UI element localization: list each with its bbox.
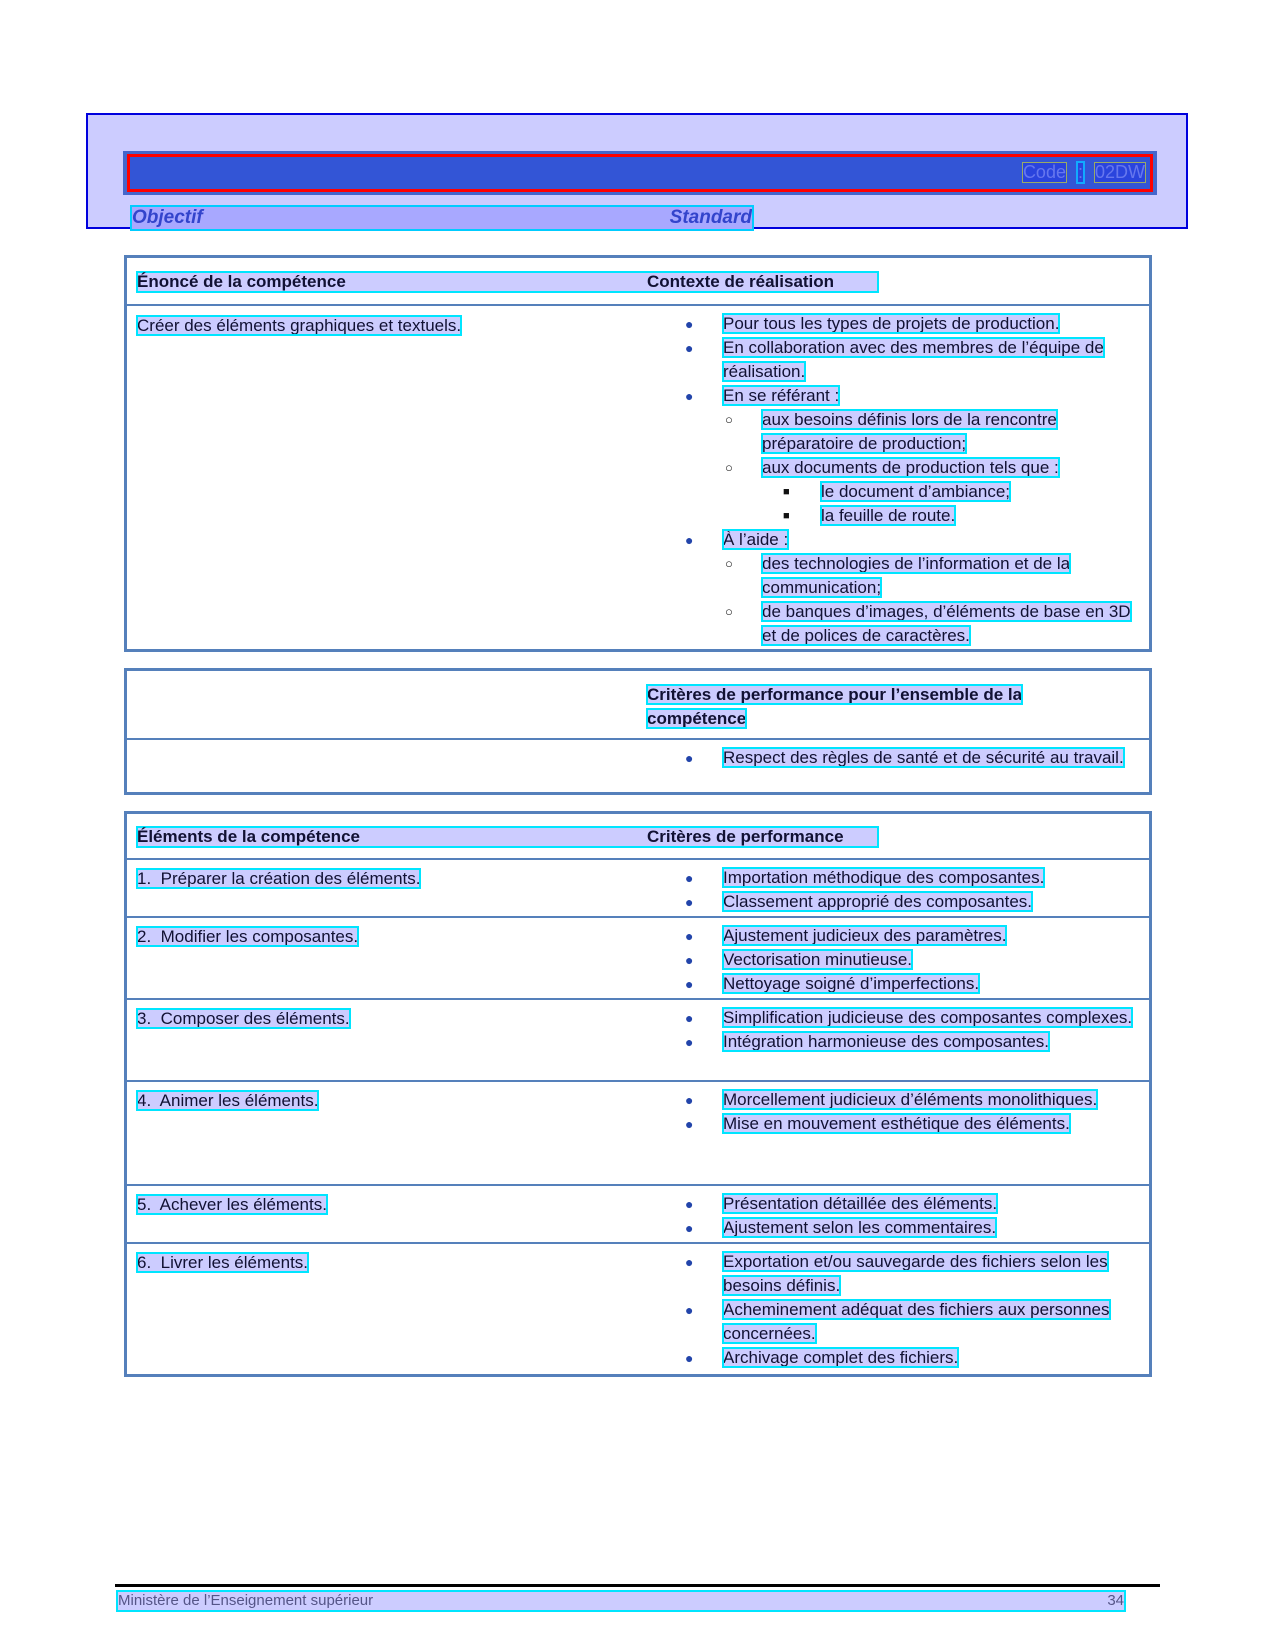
contexte-item-text: À l’aide : xyxy=(723,530,789,549)
critere-ensemble-item xyxy=(647,746,1137,770)
element-text: 5. Achever les éléments. xyxy=(137,1195,327,1214)
bullet-icon: ○ xyxy=(725,412,733,427)
bullet-icon: ● xyxy=(685,1092,694,1108)
critere-item xyxy=(647,948,1137,972)
code-bar-inner xyxy=(127,154,1153,192)
element-row xyxy=(127,918,1149,1000)
bullet-icon: ● xyxy=(685,1302,694,1318)
bullet-icon: ● xyxy=(685,750,694,766)
contexte-item-text: de banques d’images, d’éléments de base en 3D et de polices de caractères. xyxy=(762,602,1131,645)
critere-item-text: Importation méthodique des composantes. xyxy=(723,868,1045,887)
element-text: 6. Livrer les éléments. xyxy=(137,1253,309,1272)
contexte-item xyxy=(647,312,1137,336)
elements-column-header: Éléments de la compétence xyxy=(137,827,360,846)
contexte-item xyxy=(647,504,1137,528)
contexte-item xyxy=(647,480,1137,504)
critere-item xyxy=(647,1006,1137,1030)
critere-item-text: Exportation et/ou sauvegarde des fichiers selon les besoins définis. xyxy=(723,1252,1108,1295)
critere-item-text: Ajustement selon les commentaires. xyxy=(723,1218,997,1237)
bullet-icon: ○ xyxy=(725,460,733,475)
element-cell xyxy=(137,1253,637,1273)
elements-table xyxy=(124,811,1152,1377)
bullet-icon: ● xyxy=(685,976,694,992)
critere-ensemble-item-text: Respect des règles de santé et de sécurité au travail. xyxy=(723,748,1124,767)
competency-header xyxy=(86,113,1188,229)
critere-item-text: Morcellement judicieux d’éléments monolithiques. xyxy=(723,1090,1098,1109)
enonce-table-header xyxy=(127,258,1149,306)
code-separator: : xyxy=(1077,162,1083,182)
element-cell xyxy=(137,1009,637,1029)
element-cell xyxy=(137,1091,637,1111)
criteres-list xyxy=(647,1088,1137,1136)
enonce-header-bar xyxy=(137,272,878,292)
contexte-item-text: aux documents de production tels que : xyxy=(762,458,1059,477)
enonce-table xyxy=(124,255,1152,652)
objectif-label: Objectif xyxy=(132,207,203,228)
code-label: Code xyxy=(1022,162,1066,182)
bullet-icon: ● xyxy=(685,1196,694,1212)
critere-item xyxy=(647,890,1137,914)
page-footer xyxy=(118,1592,1124,1610)
bullet-icon: ● xyxy=(685,340,694,356)
criteres-ensemble-body xyxy=(127,740,1149,792)
critere-item-text: Nettoyage soigné d’imperfections. xyxy=(723,974,980,993)
footer-ministry: Ministère de l’Enseignement supérieur xyxy=(118,1592,374,1609)
competency-code xyxy=(1022,162,1146,183)
contexte-list xyxy=(647,312,1137,648)
criteres-list xyxy=(647,1006,1137,1054)
contexte-item-text: aux besoins définis lors de la rencontre préparatoire de production; xyxy=(762,410,1057,453)
element-text: 4. Animer les éléments. xyxy=(137,1091,319,1110)
bullet-icon: ● xyxy=(685,928,694,944)
enonce-cell xyxy=(137,316,637,336)
contexte-item xyxy=(647,528,1137,552)
enonce-text: Créer des éléments graphiques et textuels. xyxy=(137,316,462,335)
critere-item-text: Acheminement adéquat des fichiers aux personnes concernées. xyxy=(723,1300,1110,1343)
critere-item-text: Intégration harmonieuse des composantes. xyxy=(723,1032,1050,1051)
contexte-item xyxy=(647,384,1137,408)
contexte-item-text: Pour tous les types de projets de production. xyxy=(723,314,1060,333)
bullet-icon: ● xyxy=(685,388,694,404)
footer-divider xyxy=(115,1584,1160,1587)
contexte-item xyxy=(647,336,1137,384)
critere-item xyxy=(647,924,1137,948)
criteres-ensemble-header-row xyxy=(127,671,1149,740)
critere-item-text: Mise en mouvement esthétique des éléments. xyxy=(723,1114,1070,1133)
critere-item xyxy=(647,1112,1137,1136)
element-text: 2. Modifier les composantes. xyxy=(137,927,359,946)
contexte-item xyxy=(647,600,1137,648)
element-row xyxy=(127,860,1149,918)
criteres-column-header: Critères de performance xyxy=(647,827,844,846)
element-row xyxy=(127,1082,1149,1186)
contexte-item xyxy=(647,552,1137,600)
elements-table-header xyxy=(127,814,1149,860)
element-row xyxy=(127,1244,1149,1378)
element-text: 3. Composer des éléments. xyxy=(137,1009,350,1028)
bullet-icon: ● xyxy=(685,1116,694,1132)
bullet-icon: ● xyxy=(685,952,694,968)
bullet-icon: ○ xyxy=(725,604,733,619)
critere-item-text: Archivage complet des fichiers. xyxy=(723,1348,959,1367)
objective-line xyxy=(132,207,752,229)
bullet-icon: ● xyxy=(685,1010,694,1026)
criteres-ensemble-list xyxy=(647,746,1137,770)
elements-rows xyxy=(127,860,1149,1378)
contexte-item-text: la feuille de route. xyxy=(821,506,956,525)
element-cell xyxy=(137,869,637,889)
element-row xyxy=(127,1000,1149,1082)
contexte-item-text: des technologies de l’information et de la communication; xyxy=(762,554,1071,597)
code-value: 02DW xyxy=(1094,162,1145,182)
criteres-ensemble-header: Critères de performance pour l’ensemble de la compétence xyxy=(647,685,1023,728)
contexte-item-text: En collaboration avec des membres de l’équipe de réalisation. xyxy=(723,338,1104,381)
criteres-ensemble-header-cell xyxy=(647,683,1107,731)
element-row xyxy=(127,1186,1149,1244)
critere-item xyxy=(647,1216,1137,1240)
critere-item xyxy=(647,1250,1137,1298)
criteres-list xyxy=(647,1250,1137,1370)
criteres-list xyxy=(647,866,1137,914)
critere-item xyxy=(647,1346,1137,1370)
contexte-item xyxy=(647,456,1137,480)
code-bar xyxy=(123,151,1157,195)
critere-item xyxy=(647,1298,1137,1346)
page-number: 34 xyxy=(1107,1592,1124,1609)
bullet-icon: ■ xyxy=(783,510,790,522)
bullet-icon: ● xyxy=(685,1034,694,1050)
contexte-item-text: En se référant : xyxy=(723,386,840,405)
contexte-item-text: le document d’ambiance; xyxy=(821,482,1011,501)
critere-item xyxy=(647,866,1137,890)
bullet-icon: ○ xyxy=(725,556,733,571)
bullet-icon: ● xyxy=(685,532,694,548)
critere-item-text: Classement approprié des composantes. xyxy=(723,892,1032,911)
contexte-item xyxy=(647,408,1137,456)
criteres-list xyxy=(647,1192,1137,1240)
critere-item xyxy=(647,972,1137,996)
bullet-icon: ● xyxy=(685,1350,694,1366)
bullet-icon: ● xyxy=(685,1220,694,1236)
criteres-list xyxy=(647,924,1137,996)
bullet-icon: ● xyxy=(685,870,694,886)
criteres-ensemble-table xyxy=(124,668,1152,795)
bullet-icon: ■ xyxy=(783,486,790,498)
critere-item-text: Présentation détaillée des éléments. xyxy=(723,1194,998,1213)
critere-item xyxy=(647,1192,1137,1216)
bullet-icon: ● xyxy=(685,894,694,910)
contexte-column-header: Contexte de réalisation xyxy=(647,272,835,291)
element-text: 1. Préparer la création des éléments. xyxy=(137,869,421,888)
standard-label: Standard xyxy=(669,207,752,228)
critere-item-text: Simplification judicieuse des composantes complexes. xyxy=(723,1008,1133,1027)
elements-header-bar xyxy=(137,827,878,847)
critere-item xyxy=(647,1088,1137,1112)
critere-item-text: Ajustement judicieux des paramètres. xyxy=(723,926,1007,945)
bullet-icon: ● xyxy=(685,1254,694,1270)
bullet-icon: ● xyxy=(685,316,694,332)
element-cell xyxy=(137,927,637,947)
enonce-table-body xyxy=(127,306,1149,649)
element-cell xyxy=(137,1195,637,1215)
critere-item-text: Vectorisation minutieuse. xyxy=(723,950,912,969)
enonce-column-header: Énoncé de la compétence xyxy=(137,272,346,291)
critere-item xyxy=(647,1030,1137,1054)
